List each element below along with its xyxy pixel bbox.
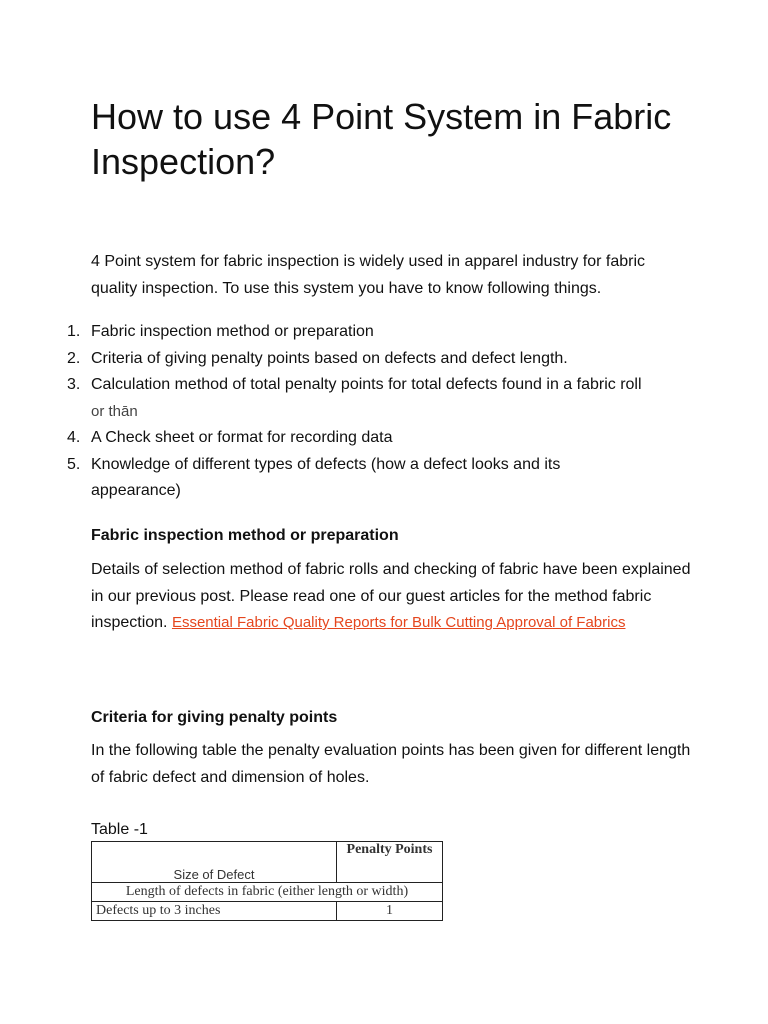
column-header-penalty: Penalty Points: [337, 842, 443, 883]
column-header-size: Size of Defect: [92, 842, 337, 883]
list-item: [67, 425, 691, 452]
table-span-row: [92, 883, 443, 902]
table-cell-points: 1: [337, 902, 443, 921]
page-title: How to use 4 Point System in Fabric Inspection?: [91, 96, 672, 182]
intro-paragraph: 4 Point system for fabric inspection is widely used in apparel industry for fabric quality inspection. To use this system you have to know following things.: [91, 253, 646, 297]
list-item-text: A Check sheet or format for recording data: [91, 429, 393, 446]
section-inspection-method-body: [91, 557, 691, 637]
list-number: 1.: [67, 323, 81, 340]
section-heading-inspection-method: Fabric inspection method or preparation: [91, 527, 399, 544]
requirements-list: [67, 319, 691, 505]
body-text: Details of selection method of fabric rolls and checking of fabric have been explained in our previous post. Please read one of our guest articles for the method fabric inspection.: [91, 561, 691, 631]
list-item-text: Fabric inspection method or preparation: [91, 323, 374, 340]
section-heading-penalty-criteria: Criteria for giving penalty points: [91, 709, 338, 726]
section-penalty-criteria-body: In the following table the penalty evaluation points has been given for different length of fabric defect and dimension of holes.: [91, 742, 691, 786]
list-item-text: Knowledge of different types of defects (how a defect looks and its appearance): [91, 455, 561, 499]
list-number: 4.: [67, 429, 81, 446]
list-number: 3.: [67, 376, 81, 393]
table-span-cell: Length of defects in fabric (either length or width): [92, 883, 443, 902]
list-item: [67, 452, 571, 505]
list-item: [67, 372, 691, 425]
list-number: 5.: [67, 455, 81, 473]
list-item-text: Criteria of giving penalty points based on defects and defect length.: [91, 349, 568, 367]
article-link[interactable]: Essential Fabric Quality Reports for Bulk Cutting Approval of Fabrics: [171, 614, 626, 631]
table-cell-defect: Defects up to 3 inches: [92, 902, 337, 921]
list-item: [67, 346, 691, 373]
penalty-points-table: [91, 841, 443, 921]
list-number: 2.: [67, 349, 81, 367]
table-caption: Table -1: [91, 821, 148, 838]
list-item-text: Calculation method of total penalty points for total defects found in a fabric roll: [91, 376, 642, 393]
table-row: [92, 902, 443, 921]
list-item: [67, 319, 691, 346]
list-item-continuation: or thān: [91, 402, 138, 420]
table-header-row: [92, 842, 443, 883]
